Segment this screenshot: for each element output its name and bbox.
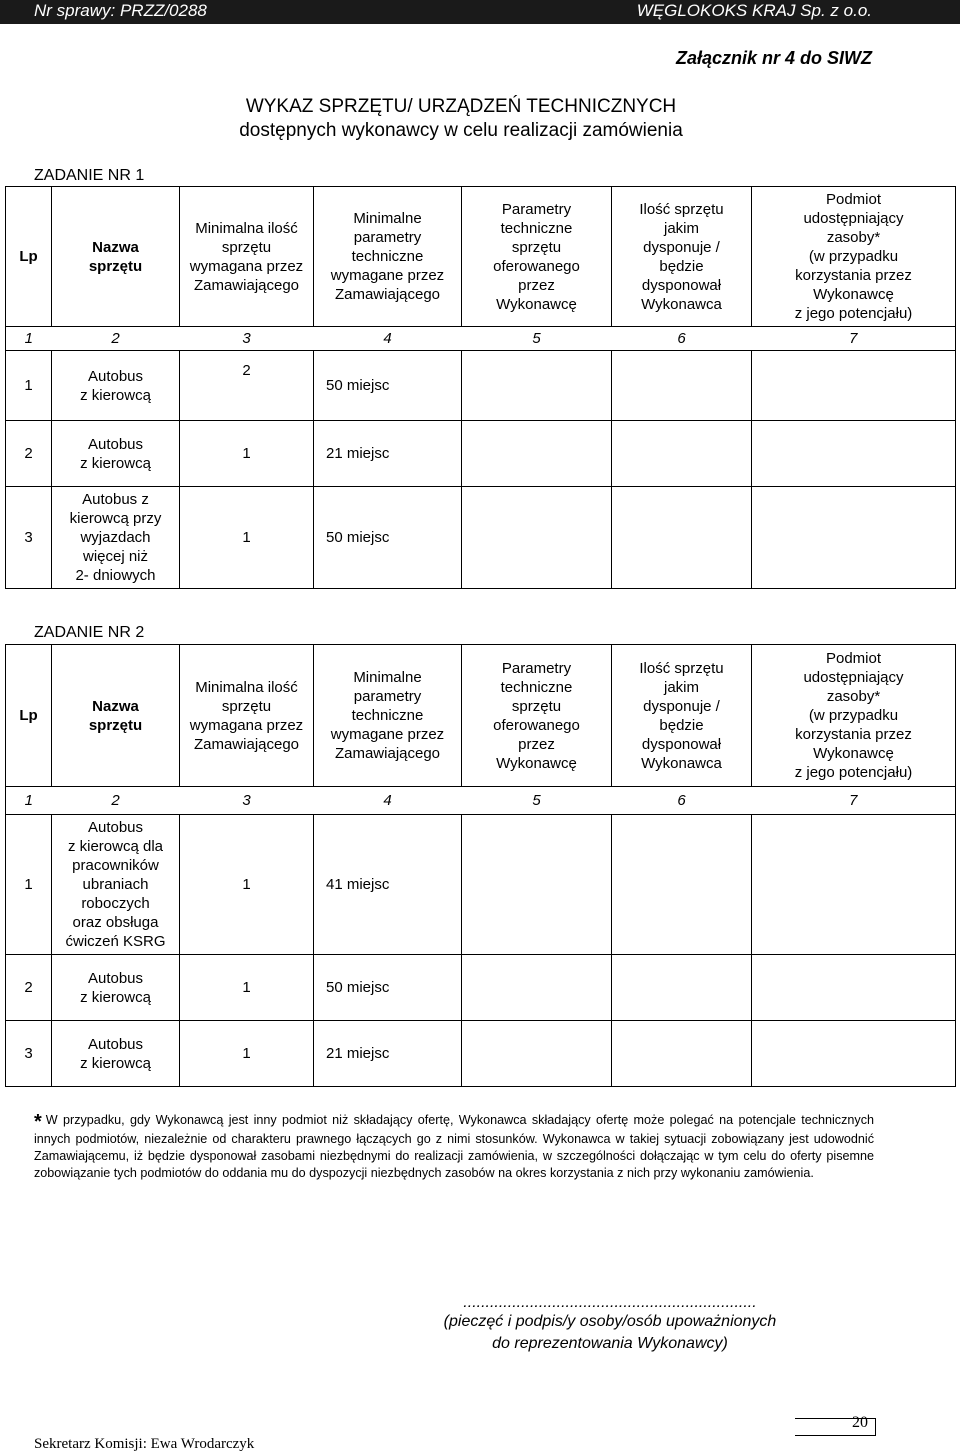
task1-table <box>5 186 956 589</box>
col-number: 2 <box>52 787 180 815</box>
page-number: 20 <box>852 1414 868 1431</box>
row-params: 21 miejsc <box>314 1021 462 1087</box>
row-offered <box>462 1021 612 1087</box>
table-row <box>6 421 956 487</box>
table-row <box>6 351 956 421</box>
col-min-params-header: Minimalne parametry techniczne wymagane przez Zamawiającego <box>314 645 462 787</box>
row-qty: 2 <box>180 351 314 421</box>
footnote-text: W przypadku, gdy Wykonawcą jest inny podmiot niż składający ofertę, Wykonawca składający ofertę może polegać na potencjale technicznych innych podmiotów, niezależnie od charakteru prawnego łączących go z nimi stosunków. Wykonawca w takiej sytuacji zobowiązany jest udowodnić Zamawiającemu, iż będzie dysponował zasobami niezbędnymi do realizacji zamówienia, w szczególności dołączając w tym celu do oferty pisemne zobowiązanie tych podmiotów do oddania mu do dyspozycji niezbędnych zasobów na okres korzystania z nich przy wykonaniu zamówienia. <box>34 1113 874 1180</box>
col-offered-params-header: Parametry techniczne sprzętu oferowanego przez Wykonawcę <box>462 187 612 327</box>
column-numbers-row <box>6 787 956 815</box>
row-lp: 1 <box>6 351 52 421</box>
row-entity <box>752 1021 956 1087</box>
page-subtitle: dostępnych wykonawcy w celu realizacji zamówienia <box>239 120 683 141</box>
table-header-row <box>6 187 956 327</box>
row-entity <box>752 351 956 421</box>
col-min-qty-header: Minimalna ilość sprzętu wymagana przez Zamawiającego <box>180 187 314 327</box>
column-numbers-row <box>6 327 956 351</box>
table-row <box>6 1021 956 1087</box>
row-lp: 3 <box>6 487 52 589</box>
row-lp: 2 <box>6 421 52 487</box>
col-qty-disposed-header: Ilość sprzętu jakim dysponuje / będzie dysponował Wykonawca <box>612 645 752 787</box>
row-params: 21 miejsc <box>314 421 462 487</box>
row-name: Autobus z kierowcą <box>52 1021 180 1087</box>
row-lp: 1 <box>6 815 52 955</box>
col-number: 7 <box>752 327 956 351</box>
col-name-header: Nazwa sprzętu <box>52 187 180 327</box>
row-lp: 2 <box>6 955 52 1021</box>
row-offered <box>462 351 612 421</box>
col-number: 6 <box>612 327 752 351</box>
row-offered <box>462 421 612 487</box>
col-number: 3 <box>180 787 314 815</box>
table-row <box>6 955 956 1021</box>
col-number: 2 <box>52 327 180 351</box>
col-name-header: Nazwa sprzętu <box>52 645 180 787</box>
signature-dots: .................................................................. <box>463 1294 757 1311</box>
row-params: 50 miejsc <box>314 955 462 1021</box>
header-bar <box>0 0 960 24</box>
row-params: 50 miejsc <box>314 487 462 589</box>
col-number: 6 <box>612 787 752 815</box>
page-title: WYKAZ SPRZĘTU/ URZĄDZEŃ TECHNICZNYCH <box>245 96 677 117</box>
col-number: 1 <box>6 787 52 815</box>
col-min-qty-header: Minimalna ilość sprzętu wymagana przez Zamawiającego <box>180 645 314 787</box>
row-qty: 1 <box>180 815 314 955</box>
case-number: Nr sprawy: PRZZ/0288 <box>34 1 207 20</box>
task1-label: ZADANIE NR 1 <box>34 167 145 184</box>
row-params: 41 miejsc <box>314 815 462 955</box>
row-name: Autobus z kierowcą <box>52 351 180 421</box>
row-offered <box>462 815 612 955</box>
task2-table <box>5 644 956 1087</box>
row-offered <box>462 487 612 589</box>
col-number: 5 <box>462 787 612 815</box>
col-entity-header: Podmiot udostępniający zasoby* (w przypadku korzystania przez Wykonawcę z jego potencjału) <box>752 187 956 327</box>
row-qty: 1 <box>180 487 314 589</box>
row-offered <box>462 955 612 1021</box>
signature-line1: (pieczęć i podpis/y osoby/osób upoważnionych <box>443 1313 777 1330</box>
row-qty: 1 <box>180 1021 314 1087</box>
row-disposed <box>612 421 752 487</box>
row-disposed <box>612 815 752 955</box>
row-name: Autobus z kierowcą <box>52 421 180 487</box>
row-entity <box>752 421 956 487</box>
row-qty: 1 <box>180 955 314 1021</box>
row-disposed <box>612 955 752 1021</box>
col-offered-params-header: Parametry techniczne sprzętu oferowanego przez Wykonawcę <box>462 645 612 787</box>
row-disposed <box>612 1021 752 1087</box>
row-entity <box>752 487 956 589</box>
row-params: 50 miejsc <box>314 351 462 421</box>
col-min-params-header: Minimalne parametry techniczne wymagane przez Zamawiającego <box>314 187 462 327</box>
row-qty: 1 <box>180 421 314 487</box>
clerk-footer: Sekretarz Komisji: Ewa Wrodarczyk <box>34 1436 255 1452</box>
row-lp: 3 <box>6 1021 52 1087</box>
annex-label: Załącznik nr 4 do SIWZ <box>675 48 872 68</box>
col-number: 5 <box>462 327 612 351</box>
signature-line2: do reprezentowania Wykonawcy) <box>492 1335 728 1352</box>
col-lp-header: Lp <box>6 645 52 787</box>
footnote-star: * <box>34 1111 42 1133</box>
company-name: WĘGLOKOKS KRAJ Sp. z o.o. <box>636 1 872 20</box>
row-name: Autobus z kierowcą <box>52 955 180 1021</box>
col-number: 4 <box>314 327 462 351</box>
col-number: 4 <box>314 787 462 815</box>
row-disposed <box>612 487 752 589</box>
col-number: 1 <box>6 327 52 351</box>
row-entity <box>752 955 956 1021</box>
table-row <box>6 487 956 589</box>
col-lp-header: Lp <box>6 187 52 327</box>
row-disposed <box>612 351 752 421</box>
table-row <box>6 815 956 955</box>
row-name: Autobus z kierowcą dla pracowników ubraniach roboczych oraz obsługa ćwiczeń KSRG <box>52 815 180 955</box>
col-entity-header: Podmiot udostępniający zasoby* (w przypadku korzystania przez Wykonawcę z jego potencjału) <box>752 645 956 787</box>
row-name: Autobus z kierowcą przy wyjazdach więcej niż 2- dniowych <box>52 487 180 589</box>
task2-label: ZADANIE NR 2 <box>34 624 145 641</box>
table-header-row <box>6 645 956 787</box>
footnote <box>34 1112 874 1182</box>
col-qty-disposed-header: Ilość sprzętu jakim dysponuje / będzie dysponował Wykonawca <box>612 187 752 327</box>
col-number: 7 <box>752 787 956 815</box>
col-number: 3 <box>180 327 314 351</box>
row-entity <box>752 815 956 955</box>
